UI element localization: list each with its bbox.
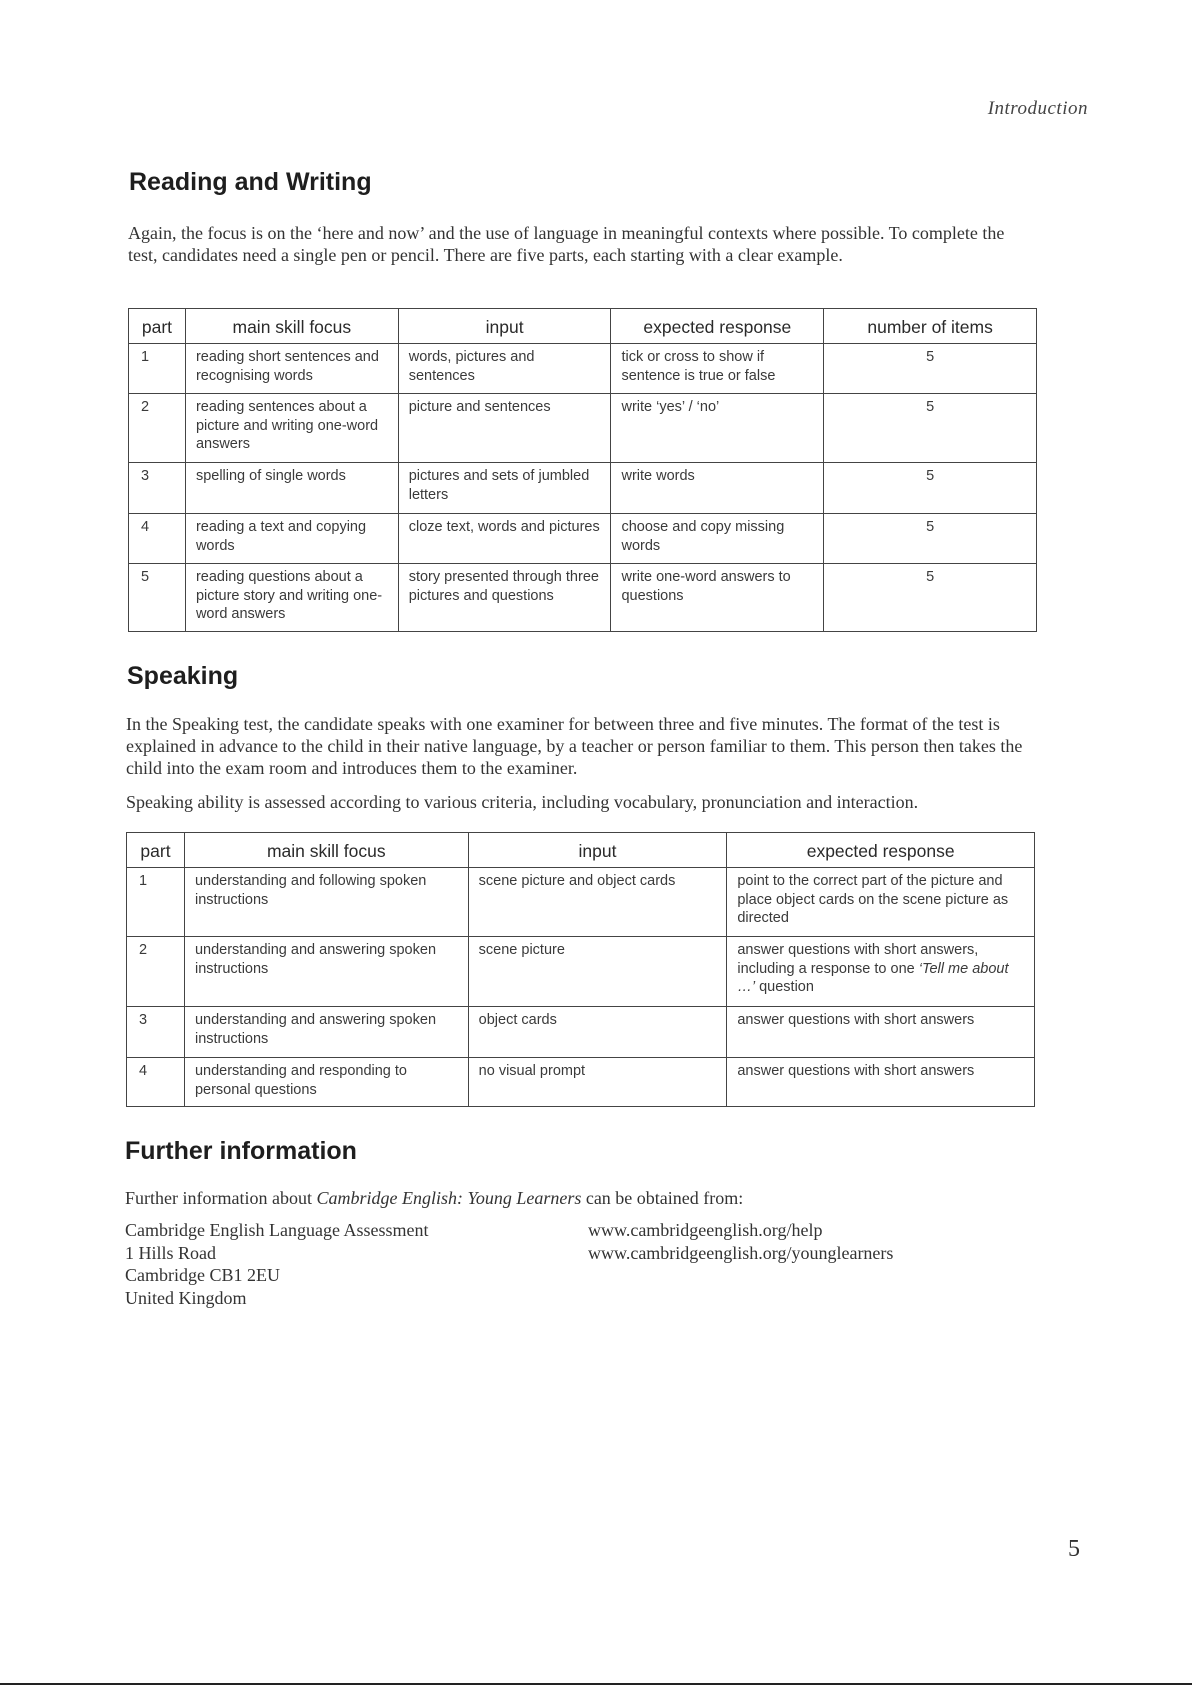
part-cell: 2	[127, 937, 185, 1007]
column-header: expected response	[727, 833, 1035, 868]
focus-cell: understanding and responding to personal questions	[184, 1058, 468, 1107]
table-row	[129, 394, 1037, 463]
part-cell: 1	[127, 868, 185, 937]
speaking-table	[126, 832, 1035, 1107]
input-cell: picture and sentences	[398, 394, 611, 463]
address-line: Cambridge CB1 2EU	[125, 1265, 280, 1285]
focus-cell: understanding and answering spoken instructions	[184, 937, 468, 1007]
help-link[interactable]: www.cambridgeenglish.org/help	[588, 1220, 823, 1240]
input-cell: object cards	[468, 1007, 727, 1058]
response-cell: write one-word answers to questions	[611, 564, 824, 632]
focus-cell: understanding and answering spoken instructions	[184, 1007, 468, 1058]
response-text-end: question	[755, 979, 814, 995]
address-line: 1 Hills Road	[125, 1242, 217, 1263]
running-head: Introduction	[987, 98, 1088, 119]
part-cell: 5	[129, 564, 186, 632]
speaking-paragraph-1: In the Speaking test, the candidate speaks with one examiner for between three and five minutes. The format of the test is explained in advance to the child in their native language, by a teacher or person familiar to them. This person then takes the child into the exam room and introduces them to the examiner.	[126, 714, 1023, 778]
response-cell: point to the correct part of the picture and place object cards on the scene picture as directed	[727, 868, 1035, 937]
web-links	[588, 1219, 893, 1264]
input-cell: scene picture	[468, 937, 727, 1007]
input-cell: story presented through three pictures and questions	[398, 564, 611, 632]
speaking-paragraph-2: Speaking ability is assessed according to various criteria, including vocabulary, pronunciation and interaction.	[126, 792, 919, 812]
response-cell: tick or cross to show if sentence is true or false	[611, 344, 824, 394]
response-emphasis: ‘Tell me about …’	[737, 960, 1009, 995]
part-cell: 3	[127, 1007, 185, 1058]
focus-cell: reading sentences about a picture and writing one-word answers	[185, 394, 398, 463]
further-info-intro	[125, 1187, 1025, 1209]
focus-cell: spelling of single words	[185, 463, 398, 514]
further-info-heading: Further information	[125, 1137, 357, 1165]
intro-text-end: can be obtained from:	[581, 1188, 744, 1208]
input-cell: scene picture and object cards	[468, 868, 727, 937]
table-row	[127, 868, 1035, 937]
table-row	[129, 463, 1037, 514]
speaking-heading: Speaking	[127, 662, 239, 690]
response-cell: write words	[611, 463, 824, 514]
young-learners-link[interactable]: www.cambridgeenglish.org/younglearners	[588, 1242, 894, 1263]
table-row	[127, 937, 1035, 1007]
focus-cell: reading a text and copying words	[185, 514, 398, 564]
column-header: number of items	[824, 309, 1037, 344]
postal-address	[125, 1219, 428, 1309]
items-cell: 5	[824, 344, 1037, 394]
input-cell: no visual prompt	[468, 1058, 727, 1107]
page-number: 5	[1068, 1536, 1080, 1562]
column-header: main skill focus	[184, 833, 468, 868]
items-cell: 5	[824, 514, 1037, 564]
response-cell: choose and copy missing words	[611, 514, 824, 564]
column-header: part	[129, 309, 186, 344]
items-cell: 5	[824, 564, 1037, 632]
intro-emphasis: Cambridge English: Young Learners	[316, 1188, 582, 1208]
column-header: part	[127, 833, 185, 868]
table-row	[127, 1007, 1035, 1058]
focus-cell: understanding and following spoken instructions	[184, 868, 468, 937]
table-row	[129, 564, 1037, 632]
reading-writing-heading: Reading and Writing	[129, 168, 372, 196]
response-cell: answer questions with short answers	[727, 1058, 1035, 1107]
part-cell: 2	[129, 394, 186, 463]
response-cell: write ‘yes’ / ‘no’	[611, 394, 824, 463]
input-cell: words, pictures and sentences	[398, 344, 611, 394]
items-cell: 5	[824, 463, 1037, 514]
reading-writing-table	[128, 308, 1037, 632]
part-cell: 1	[129, 344, 186, 394]
table-row	[129, 514, 1037, 564]
input-cell: cloze text, words and pictures	[398, 514, 611, 564]
input-cell: pictures and sets of jumbled letters	[398, 463, 611, 514]
part-cell: 4	[127, 1058, 185, 1107]
column-header: input	[468, 833, 727, 868]
response-cell	[727, 937, 1035, 1007]
focus-cell: reading questions about a picture story and writing one-word answers	[185, 564, 398, 632]
part-cell: 3	[129, 463, 186, 514]
table-row	[129, 344, 1037, 394]
response-cell: answer questions with short answers	[727, 1007, 1035, 1058]
column-header: input	[398, 309, 611, 344]
items-cell: 5	[824, 394, 1037, 463]
table-row	[127, 1058, 1035, 1107]
intro-text: Further information about	[125, 1188, 317, 1208]
focus-cell: reading short sentences and recognising words	[185, 344, 398, 394]
column-header: main skill focus	[185, 309, 398, 344]
table-header-row	[129, 309, 1037, 344]
address-line: United Kingdom	[125, 1287, 247, 1308]
column-header: expected response	[611, 309, 824, 344]
reading-writing-intro: Again, the focus is on the ‘here and now’ and the use of language in meaningful contexts where possible. To complete the test, candidates need a single pen or pencil. There are five parts, each starting with a clear example.	[128, 223, 1005, 265]
part-cell: 4	[129, 514, 186, 564]
address-line: Cambridge English Language Assessment	[125, 1220, 429, 1240]
table-header-row	[127, 833, 1035, 868]
response-text: answer questions with short answers, including a response to one	[737, 942, 979, 977]
